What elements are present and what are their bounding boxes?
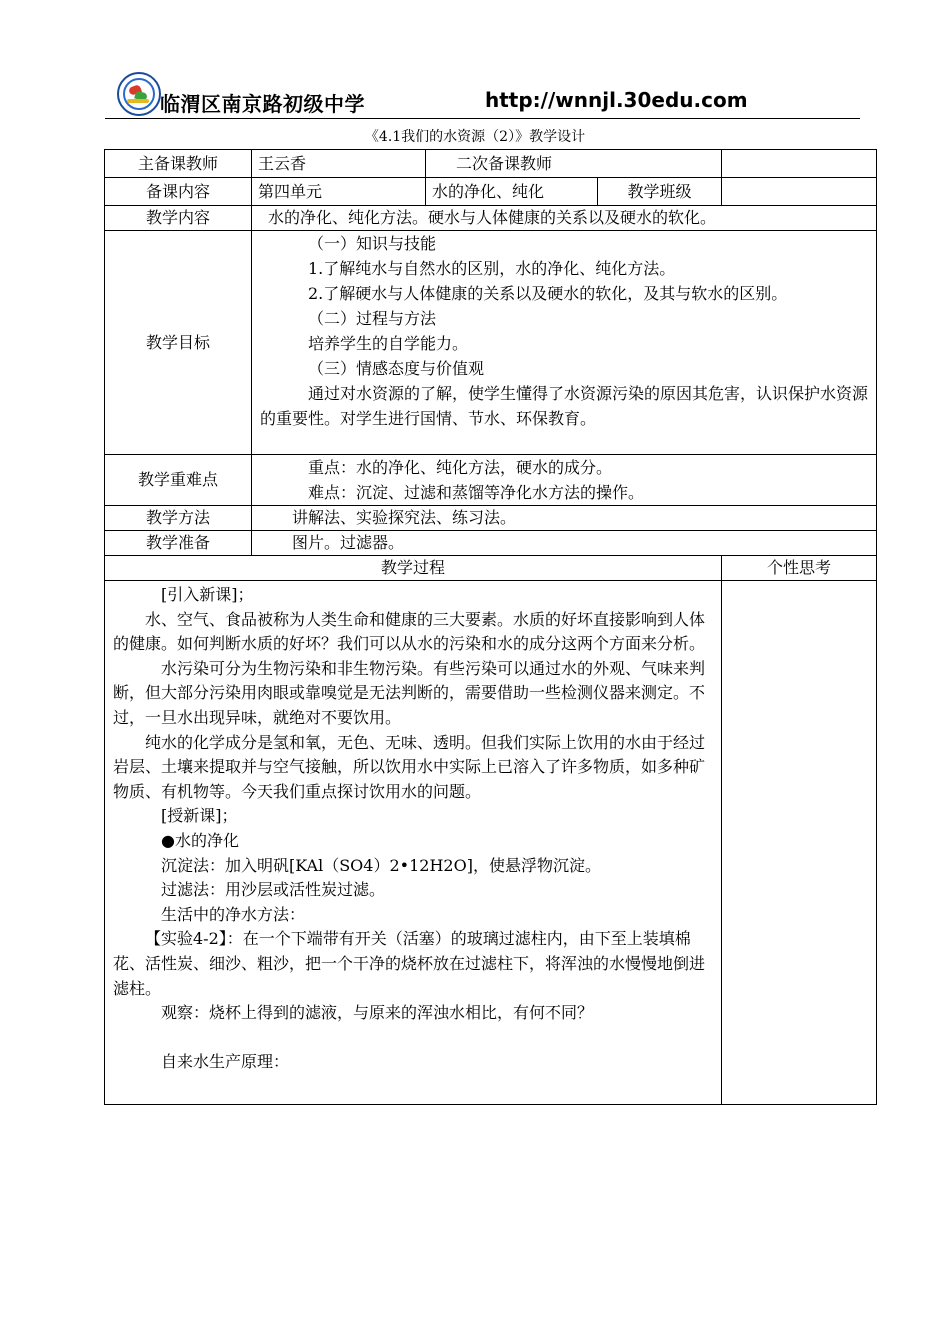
key-points-row [105, 455, 877, 506]
teaching-content-label: 教学内容 [105, 206, 252, 231]
lesson-plan-table [104, 149, 877, 1105]
process-content [105, 581, 722, 1105]
class-value [722, 178, 877, 206]
key-points-label: 教学重难点 [105, 455, 252, 506]
process-paragraph: 水污染可分为生物污染和非生物污染。有些污染可以通过水的外观、气味来判断，但大部分污染用肉眼或靠嗅觉是无法判断的，需要借助一些检测仪器来测定。不过，一旦水出现异味，就绝对不要饮用。 [113, 658, 706, 727]
preparation-label: 教学准备 [105, 531, 252, 556]
goal-line: 培养学生的自学能力。 [308, 334, 469, 353]
school-name: 临渭区南京路初级中学 [160, 92, 365, 116]
process-paragraph: [引入新课]； [161, 585, 254, 604]
goal-line: （一）知识与技能 [308, 234, 437, 253]
prep-content-label: 备课内容 [105, 178, 252, 206]
preparation-value: 图片。过滤器。 [252, 531, 877, 556]
goal-line: 1.了解纯水与自然水的区别，水的净化、纯化方法。 [308, 259, 676, 278]
goal-line: （三）情感态度与价值观 [308, 359, 485, 378]
second-teacher-label: 二次备课教师 [426, 150, 722, 178]
goals-label: 教学目标 [105, 231, 252, 455]
process-row [105, 581, 877, 1105]
main-teacher-value: 王云香 [252, 150, 426, 178]
reflection-header: 个性思考 [722, 556, 877, 581]
method-value: 讲解法、实验探究法、练习法。 [252, 506, 877, 531]
page-header [105, 66, 860, 119]
goal-line: （二）过程与方法 [308, 309, 437, 328]
process-header: 教学过程 [105, 556, 722, 581]
key-points-content [252, 455, 877, 506]
process-paragraph: ●水的净化 [161, 830, 239, 850]
process-paragraph: 沉淀法：加入明矾[KAl（SO4）2•12H2O]，使悬浮物沉淀。 [161, 855, 601, 875]
second-teacher-value [722, 150, 877, 178]
prep-content-topic: 水的净化、纯化 [426, 178, 598, 206]
prep-content-unit: 第四单元 [252, 178, 426, 206]
content-row [105, 178, 877, 206]
goal-line: 2.了解硬水与人体健康的关系以及硬水的软化，及其与软水的区别。 [308, 284, 788, 303]
process-paragraph: 【实验4-2】：在一个下端带有开关（活塞）的玻璃过滤柱内，由下至上装填棉花、活性炭、细沙、粗沙，把一个干净的烧杯放在过滤柱下，将浑浊的水慢慢地倒进滤柱。 [113, 929, 706, 998]
key-point-line: 重点：水的净化、纯化方法，硬水的成分。 [308, 458, 613, 477]
school-emblem-icon [117, 72, 161, 116]
main-teacher-label: 主备课教师 [105, 150, 252, 178]
teaching-content-row [105, 206, 877, 231]
class-label: 教学班级 [598, 178, 722, 206]
process-paragraph: 观察：烧杯上得到的滤液，与原来的浑浊水相比，有何不同？ [161, 1003, 594, 1023]
school-url[interactable]: http://wnnjl.30edu.com [485, 88, 748, 112]
goals-row [105, 231, 877, 455]
teaching-content-value: 水的净化、纯化方法。硬水与人体健康的关系以及硬水的软化。 [252, 206, 877, 231]
method-label: 教学方法 [105, 506, 252, 531]
process-paragraph: [授新课]； [161, 806, 238, 826]
process-paragraph: 水、空气、食品被称为人类生命和健康的三大要素。水质的好坏直接影响到人体的健康。如何判断水质的好坏？我们可以从水的污染和水的成分这两个方面来分析。 [113, 609, 706, 654]
process-paragraph: 过滤法：用沙层或活性炭过滤。 [161, 880, 386, 900]
preparation-row [105, 531, 877, 556]
goal-line: 通过对水资源的了解，使学生懂得了水资源污染的原因其危害，认识保护水资源的重要性。对学生进行国情、节水、环保教育。 [260, 384, 869, 428]
teacher-row [105, 150, 877, 178]
process-header-row [105, 556, 877, 581]
reflection-content [722, 581, 877, 1105]
key-point-line: 难点：沉淀、过滤和蒸馏等净化水方法的操作。 [308, 483, 645, 502]
goals-content [252, 231, 877, 455]
method-row [105, 506, 877, 531]
process-paragraph: 纯水的化学成分是氢和氧，无色、无味、透明。但我们实际上饮用的水由于经过岩层、土壤来提取并与空气接触，所以饮用水中实际上已溶入了许多物质，如多种矿物质、有机物等。今天我们重点探讨饮用水的问题。 [113, 732, 706, 801]
process-paragraph: 生活中的净水方法： [161, 904, 306, 924]
document-title: 《4.1我们的水资源（2）》教学设计 [364, 129, 586, 145]
process-paragraph: 自来水生产原理： [161, 1051, 290, 1071]
